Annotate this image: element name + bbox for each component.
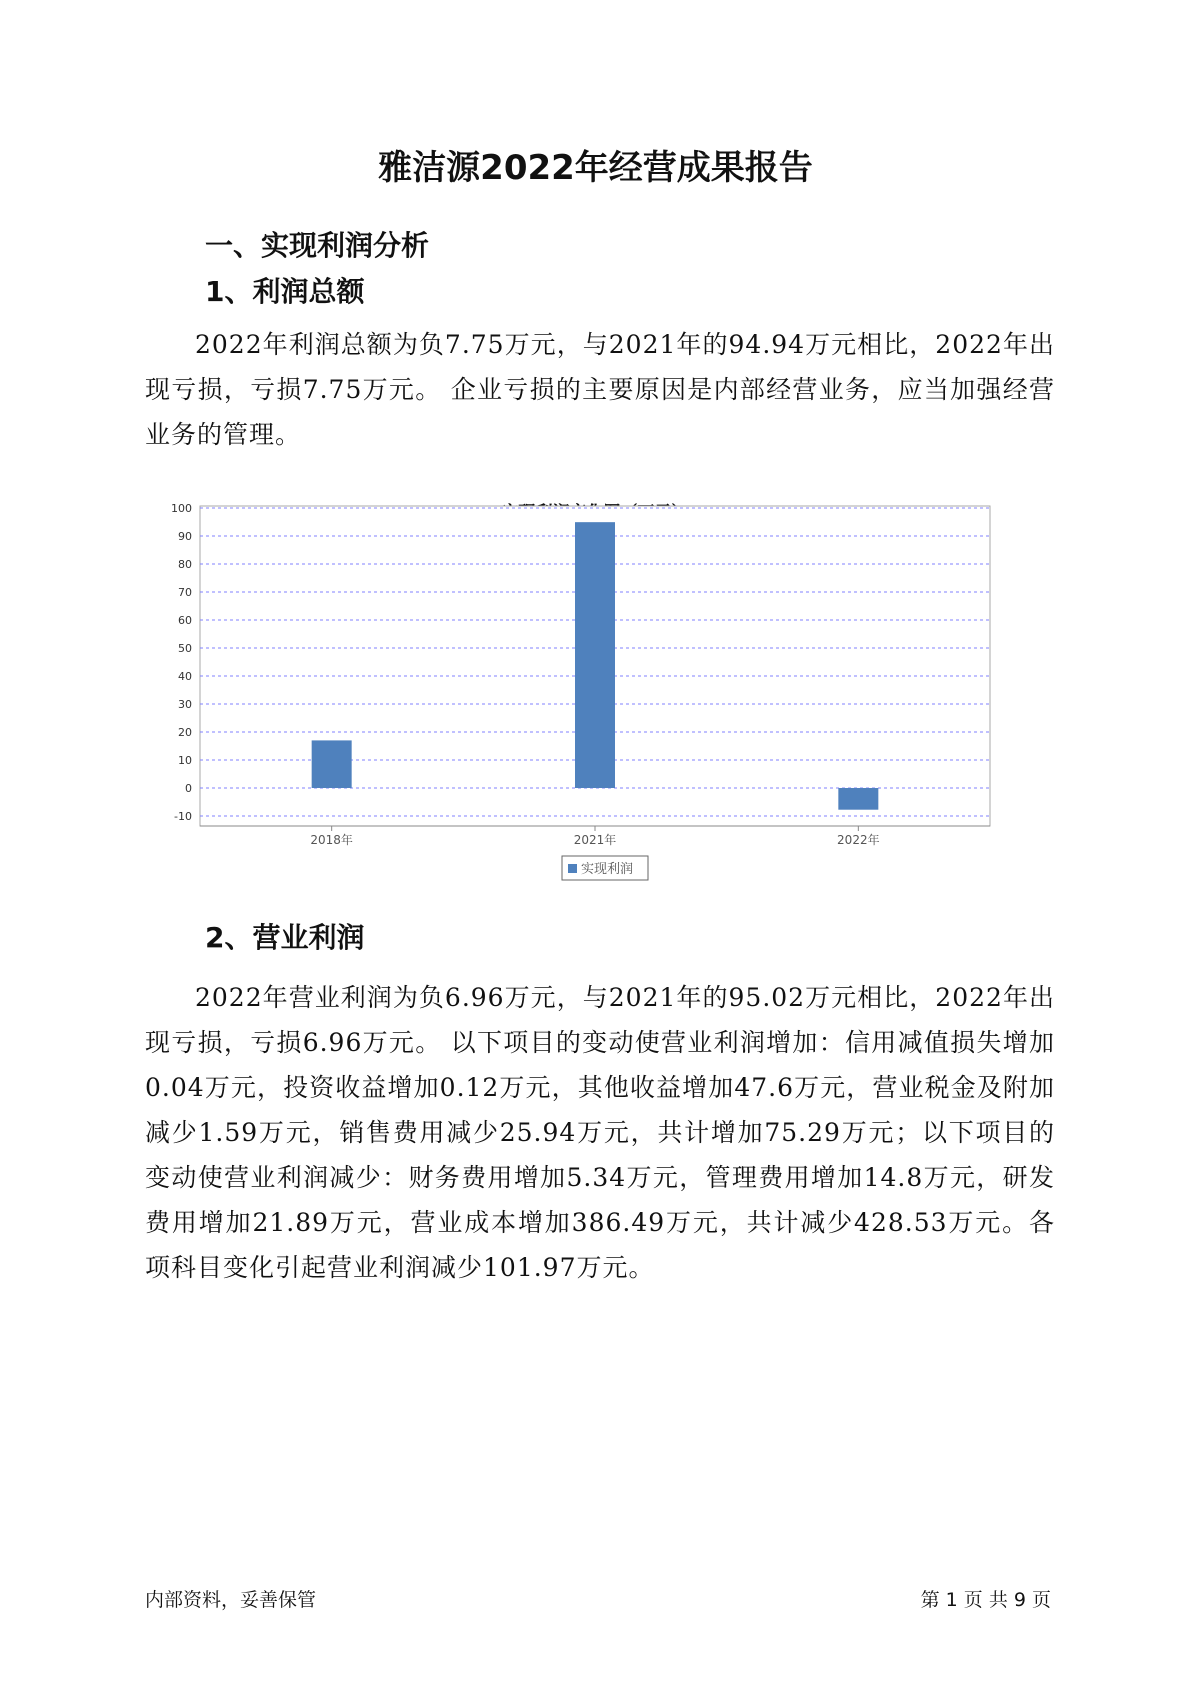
section-heading-profit-analysis: 一、实现利润分析 [205,229,430,262]
y-tick-label: 70 [178,586,192,599]
x-tick-label: 2021年 [573,833,617,847]
legend-label: 实现利润 [581,862,634,877]
footer-confidential-note: 内部资料，妥善保管 [145,1589,317,1611]
total-profit-paragraph: 2022年利润总额为负7.75万元，与2021年的94.94万元相比，2022年出现亏损，亏损7.75万元。 企业亏损的主要原因是内部经营业务，应当加强经营业务的管理。 [145,330,1055,449]
y-tick-label: 60 [178,614,192,627]
subsection-heading-operating-profit: 2、营业利润 [205,921,365,954]
y-tick-label: 30 [178,698,192,711]
y-tick-label: 50 [178,642,192,655]
y-tick-label: 10 [178,754,192,767]
x-tick-label: 2022年 [837,833,880,847]
bar-chart-svg [145,498,1045,958]
subsection-heading-total-profit: 1、利润总额 [205,275,365,308]
y-tick-label: -10 [174,810,192,823]
bar-2018年 [312,740,352,788]
y-tick-label: 0 [185,782,192,795]
y-tick-label: 90 [178,530,192,543]
legend-swatch [568,864,577,873]
y-tick-label: 40 [178,670,192,683]
bar-2022年 [838,788,878,810]
footer-page-number: 第 1 页 共 9 页 [920,1589,1051,1611]
x-tick-label: 2018年 [310,833,353,847]
operating-profit-paragraph: 2022年营业利润为负6.96万元，与2021年的95.02万元相比，2022年出现亏损，亏损6.96万元。 以下项目的变动使营业利润增加：信用减值损失增加0.04万元，投资收益增加0.12万元，其他收益增加47.6万元，营业税金及附加减少1.59万元，销售费用减少25.94万元，共计增加75.29万元；以下项目的变动使营业利润减少：财务费用增加5.34万元，管理费用增加14.8万元，研发费用增加21.89万元，营业成本增加386.49万元，共计减少428.53万元。各项科目变化引起营业利润减少101.97万元。 [145,983,1055,1282]
y-tick-label: 20 [178,726,192,739]
y-tick-label: 80 [178,558,192,571]
document-title: 雅洁源2022年经营成果报告 [378,148,813,188]
bar-2021年 [575,522,615,788]
y-tick-label: 100 [171,502,192,515]
profit-chart [145,498,1045,958]
